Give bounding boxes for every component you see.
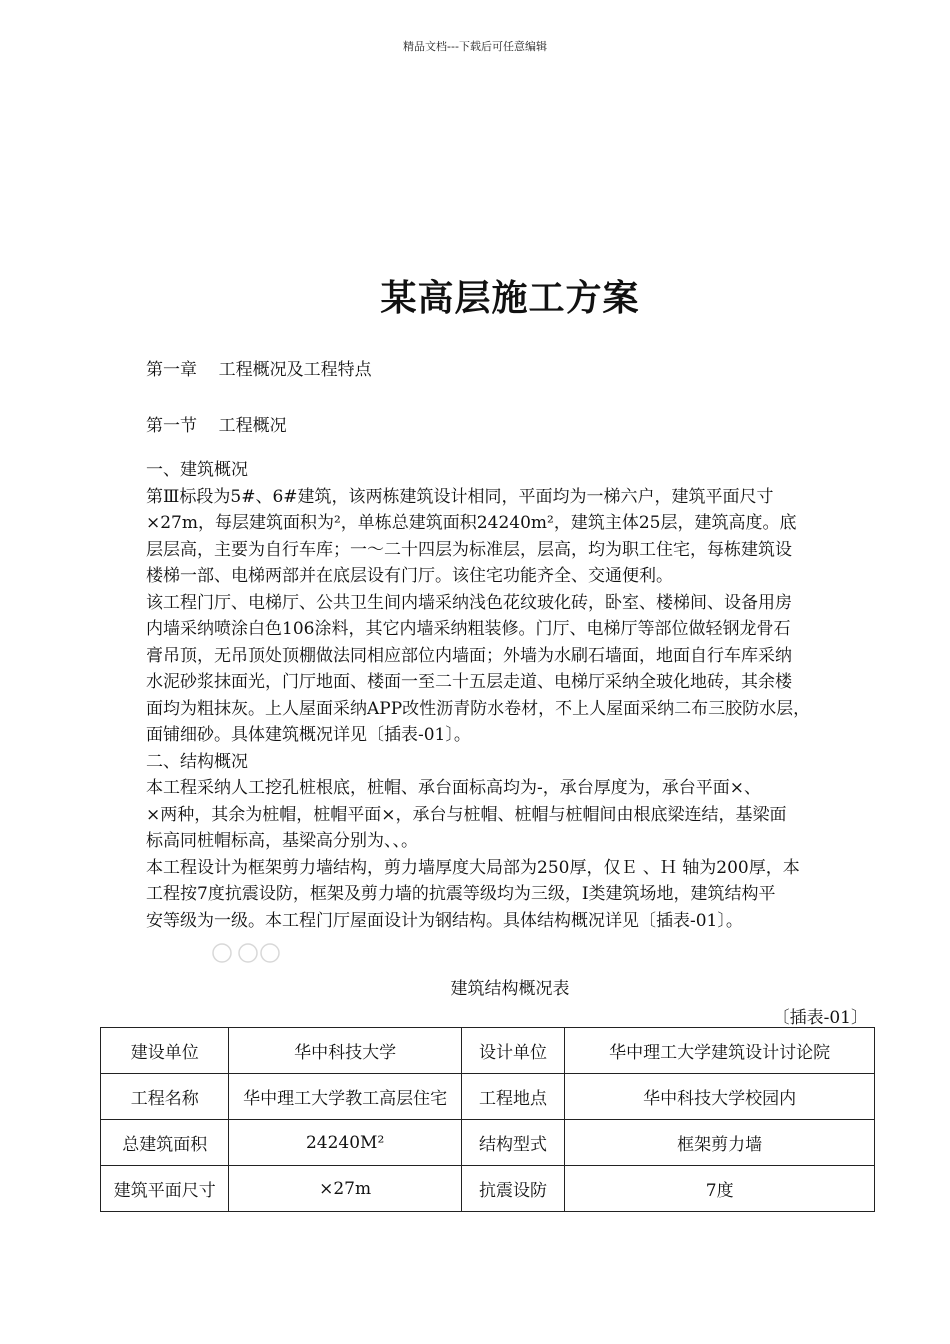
body-line: 标高同桩帽标高，基梁高分别为、、。 (146, 831, 418, 851)
body-line: 二、结构概况 (146, 751, 248, 772)
table-cell: 结构型式 (461, 1120, 565, 1166)
section-heading: 第一节 工程概况 (146, 416, 287, 436)
body-line: 楼梯一部、电梯两部并在底层设有门厅。该住宅功能齐全、交通便利。 (146, 566, 673, 586)
document-title: 某高层施工方案 (380, 277, 640, 319)
table-cell: 华中科技大学校园内 (565, 1074, 875, 1120)
table-cell: 工程名称 (101, 1074, 229, 1120)
table-row (101, 1166, 875, 1212)
body-line: 第Ⅲ标段为5#、6#建筑，该两栋建筑设计相同，平面均为一梯六户，建筑平面尺寸 (146, 486, 774, 507)
table-row (101, 1074, 875, 1120)
table-cell: 华中理工大学建筑设计讨论院 (565, 1028, 875, 1074)
body-line: 层层高，主要为自行车库；一～二十四层为标准层，层高，均为职工住宅，每栋建筑设 (146, 539, 792, 560)
body-line: ×两种，其余为桩帽，桩帽平面×，承台与桩帽、桩帽与桩帽间由根底梁连结，基梁面 (146, 804, 787, 825)
table-cell: ×27m (229, 1166, 461, 1212)
table-caption: 建筑结构概况表 (450, 979, 570, 999)
table-cell: 7度 (565, 1166, 875, 1212)
table-cell: 工程地点 (461, 1074, 565, 1120)
body-line: ×27m，每层建筑面积为²，单栋总建筑面积24240m²，建筑主体25层，建筑高度。底 (146, 513, 797, 533)
table-cell: 华中科技大学 (229, 1028, 461, 1074)
table-row (101, 1120, 875, 1166)
table-tag: 〔插表-01〕 (772, 1008, 868, 1028)
body-line: 一、建筑概况 (146, 460, 248, 480)
overview-table (100, 1027, 875, 1212)
table-cell: 华中理工大学教工高层住宅 (229, 1074, 461, 1120)
body-line: 工程按7度抗震设防，框架及剪力墙的抗震等级均为三级，Ⅰ类建筑场地，建筑结构平 (146, 884, 776, 904)
body-line: 安等级为一级。本工程门厅屋面设计为钢结构。具体结构概况详见〔插表-01〕。 (146, 910, 743, 931)
body-line: 面铺细砂。具体建筑概况详见〔插表-01〕。 (146, 725, 471, 745)
body-line: 内墙采纳喷涂白色106涂料，其它内墙采纳粗装修。门厅、电梯厅等部位做轻钢龙骨石 (146, 619, 791, 639)
table-cell: 设计单位 (461, 1028, 565, 1074)
table-cell: 建筑平面尺寸 (101, 1166, 229, 1212)
page-header: 精品文档---下载后可任意编辑 (403, 40, 547, 53)
body-line: 面均为粗抹灰。上人屋面采纳APP改性沥青防水卷材，不上人屋面采纳二布三胶防水层， (146, 698, 811, 719)
body-line: 本工程设计为框架剪力墙结构，剪力墙厚度大局部为250厚，仅Ｅ 、Ｈ 轴为200厚，本 (146, 857, 800, 878)
table-cell: 抗震设防 (461, 1166, 565, 1212)
body-line: 膏吊顶，无吊顶处顶棚做法同相应部位内墙面；外墙为水刷石墙面，地面自行车库采纳 (146, 645, 792, 666)
body-line: 该工程门厅、电梯厅、公共卫生间内墙采纳浅色花纹玻化砖，卧室、楼梯间、设备用房 (146, 592, 792, 613)
body-line: 水泥砂浆抹面光，门厅地面、楼面一至二十五层走道、电梯厅采纳全玻化地砖，其余楼 (146, 672, 792, 692)
watermark-circles (208, 942, 286, 964)
chapter-heading: 第一章 工程概况及工程特点 (146, 360, 372, 380)
table-cell: 24240M² (229, 1120, 461, 1166)
table-cell: 框架剪力墙 (565, 1120, 875, 1166)
body-line: 本工程采纳人工挖孔桩根底，桩帽、承台面标高均为-，承台厚度为，承台平面×、 (146, 778, 761, 798)
body-text (146, 457, 891, 934)
table-cell: 建设单位 (101, 1028, 229, 1074)
table-cell: 总建筑面积 (101, 1120, 229, 1166)
table-row (101, 1028, 875, 1074)
